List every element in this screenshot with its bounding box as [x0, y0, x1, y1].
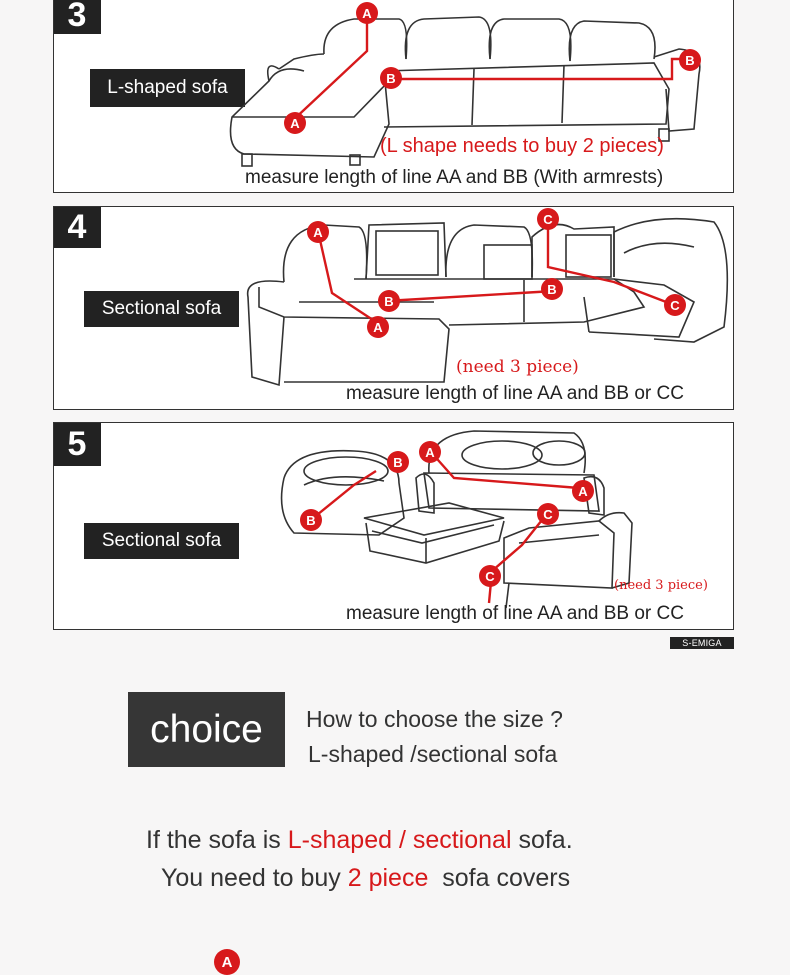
- choice-subtitle: L-shaped /sectional sofa: [308, 741, 558, 767]
- pieces-note: (need 3 piece): [456, 357, 579, 377]
- marker-b: B: [384, 294, 394, 309]
- measure-note: measure length of line AA and BB or CC: [346, 383, 684, 404]
- marker-c: C: [543, 507, 553, 522]
- marker-a: A: [362, 6, 372, 21]
- marker-a: A: [214, 949, 240, 975]
- sofa-type-label: Sectional sofa: [84, 291, 239, 327]
- pieces-note: (need 3 piece): [614, 578, 708, 593]
- measure-note: measure length of line AA and BB (With armrests): [245, 167, 664, 188]
- info-line-1-highlight: L-shaped / sectional: [287, 826, 512, 854]
- marker-c: C: [543, 212, 553, 227]
- choice-badge: choice: [128, 692, 285, 767]
- info-line-1-suffix: sofa.: [511, 826, 573, 854]
- marker-a: A: [578, 484, 588, 499]
- marker-a: A: [290, 116, 300, 131]
- marker-c: C: [485, 569, 495, 584]
- panel-sectional-sofa-1: [53, 206, 734, 410]
- marker-b: B: [547, 282, 557, 297]
- panel-number: 4: [53, 206, 101, 248]
- marker-a: A: [425, 445, 435, 460]
- panel-l-shaped-sofa: [53, 0, 734, 193]
- l-shaped-sofa-illustration: [54, 0, 734, 193]
- sectional-sofa-illustration: [54, 207, 734, 410]
- panel-number: 3: [53, 0, 101, 34]
- panel-sectional-sofa-2: [53, 422, 734, 630]
- marker-b: B: [306, 513, 316, 528]
- info-line-1: [146, 826, 573, 855]
- panel-number: 5: [53, 422, 101, 466]
- measure-note: measure length of line AA and BB or CC: [346, 603, 684, 624]
- marker-c: C: [670, 298, 680, 313]
- marker-a: A: [373, 320, 383, 335]
- info-line-2: [161, 864, 570, 893]
- info-line-2-prefix: You need to buy: [161, 864, 348, 892]
- marker-b: B: [386, 71, 396, 86]
- choice-question: How to choose the size ?: [306, 706, 563, 732]
- info-line-1-prefix: If the sofa is: [146, 826, 288, 854]
- marker-b: B: [685, 53, 695, 68]
- marker-a: A: [313, 225, 323, 240]
- info-line-2-highlight: 2 piece: [347, 864, 429, 892]
- sofa-type-label: L-shaped sofa: [90, 69, 245, 107]
- pieces-note: (L shape needs to buy 2 pieces): [380, 135, 664, 157]
- brand-logo: S-EMIGA: [670, 637, 734, 649]
- marker-b: B: [393, 455, 403, 470]
- info-line-2-suffix: sofa covers: [428, 864, 571, 892]
- sofa-type-label: Sectional sofa: [84, 523, 239, 559]
- sectional-sofa-set-illustration: [54, 423, 734, 630]
